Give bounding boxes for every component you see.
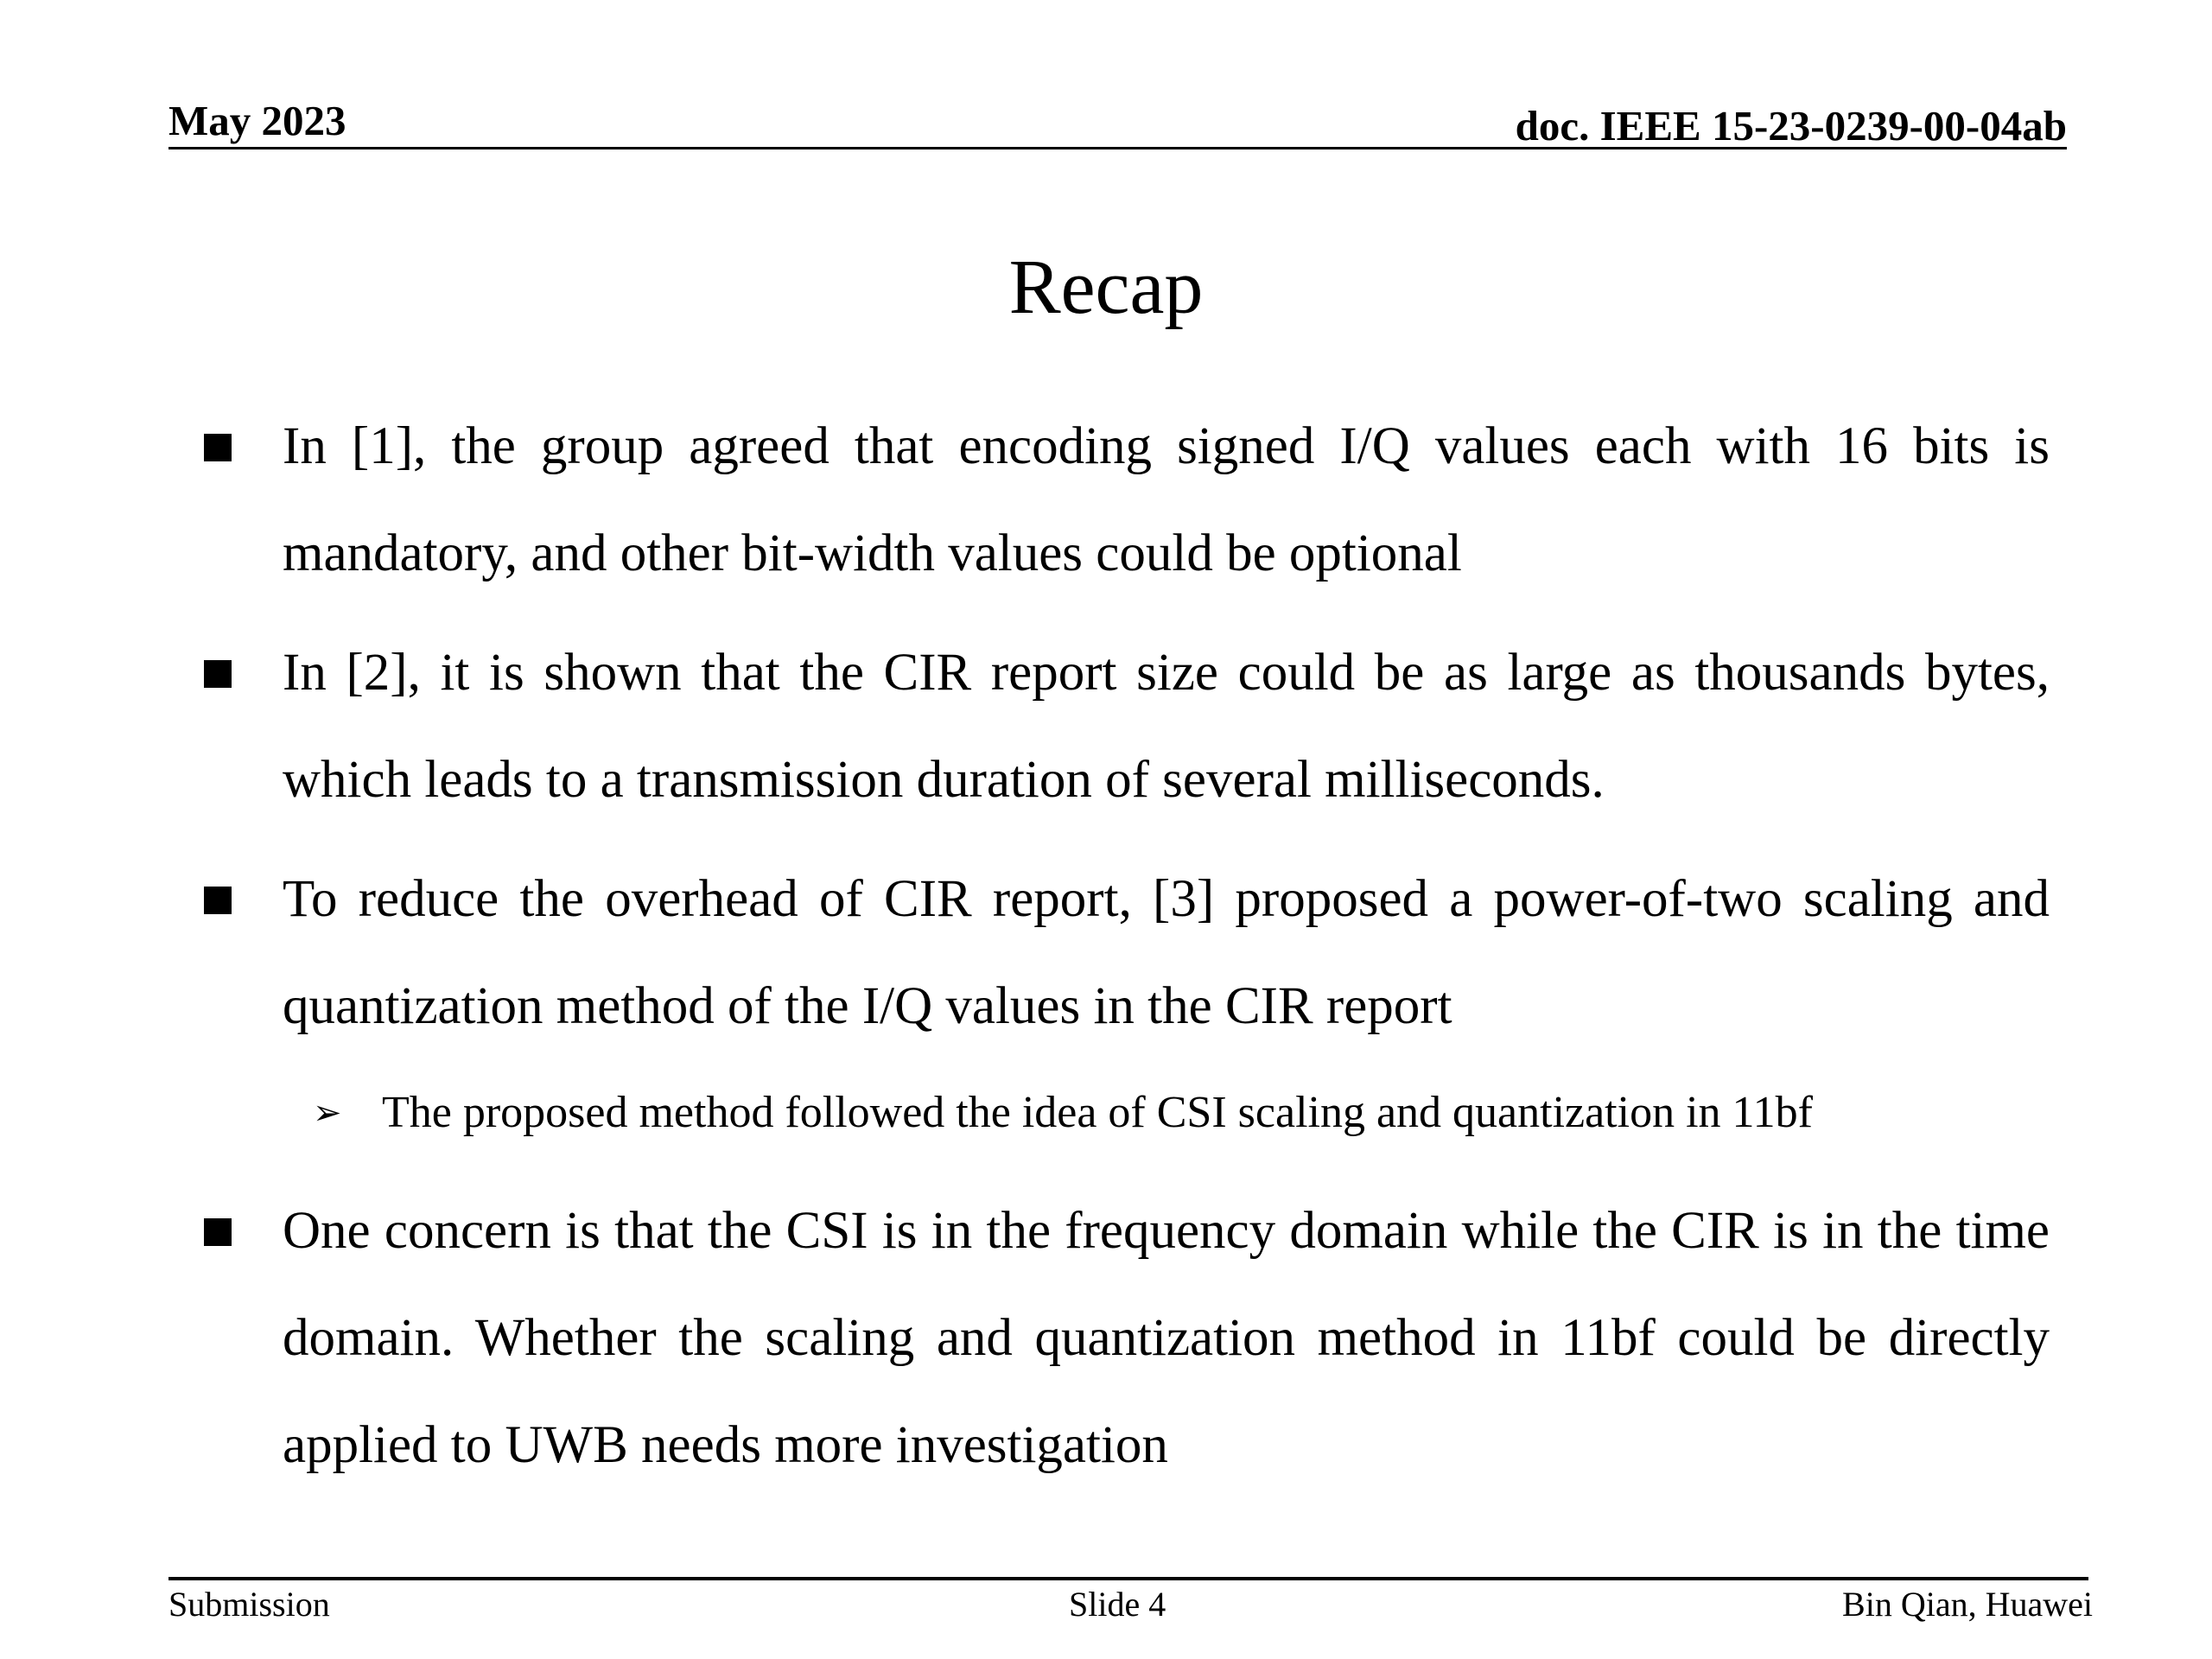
bullet-item bbox=[200, 620, 2050, 834]
bullet-text: In [2], it is shown that the CIR report size could be as large as thousands bytes, which leads to a transmission duration of several milliseconds. bbox=[283, 644, 2050, 809]
square-bullet-icon bbox=[204, 887, 232, 914]
slide-title: Recap bbox=[1008, 245, 1204, 330]
bullet-item bbox=[200, 1178, 2050, 1499]
header-date: May 2023 bbox=[168, 97, 346, 144]
bullet-text: One concern is that the CSI is in the frequency domain while the CIR is in the time domain. Whether the scaling and quantization method in 11bf could be directly applied to UWB needs more investigation bbox=[283, 1202, 2050, 1474]
footer-slide-number: Slide 4 bbox=[1069, 1585, 1166, 1624]
footer-submission: Submission bbox=[168, 1585, 330, 1624]
sub-bullet-text: The proposed method followed the idea of CSI scaling and quantization in 11bf bbox=[382, 1088, 1813, 1137]
footer-divider bbox=[168, 1577, 2088, 1580]
slide-body bbox=[200, 393, 2050, 1511]
header-divider bbox=[168, 147, 2067, 149]
sub-bullet-item bbox=[200, 1065, 2050, 1160]
header-doc-id: doc. IEEE 15-23-0239-00-04ab bbox=[1515, 102, 2067, 149]
bullet-item bbox=[200, 393, 2050, 607]
bullet-text: To reduce the overhead of CIR report, [3] proposed a power-of-two scaling and quantization method of the I/Q values in the CIR report bbox=[283, 870, 2050, 1035]
bullet-item bbox=[200, 846, 2050, 1060]
footer-author: Bin Qian, Huawei bbox=[1842, 1585, 2093, 1624]
square-bullet-icon bbox=[204, 434, 232, 461]
square-bullet-icon bbox=[204, 1218, 232, 1246]
square-bullet-icon bbox=[204, 660, 232, 688]
arrow-bullet-icon: ➢ bbox=[313, 1093, 342, 1133]
bullet-text: In [1], the group agreed that encoding signed I/Q values each with 16 bits is mandatory, and other bit-width values could be optional bbox=[283, 417, 2050, 582]
